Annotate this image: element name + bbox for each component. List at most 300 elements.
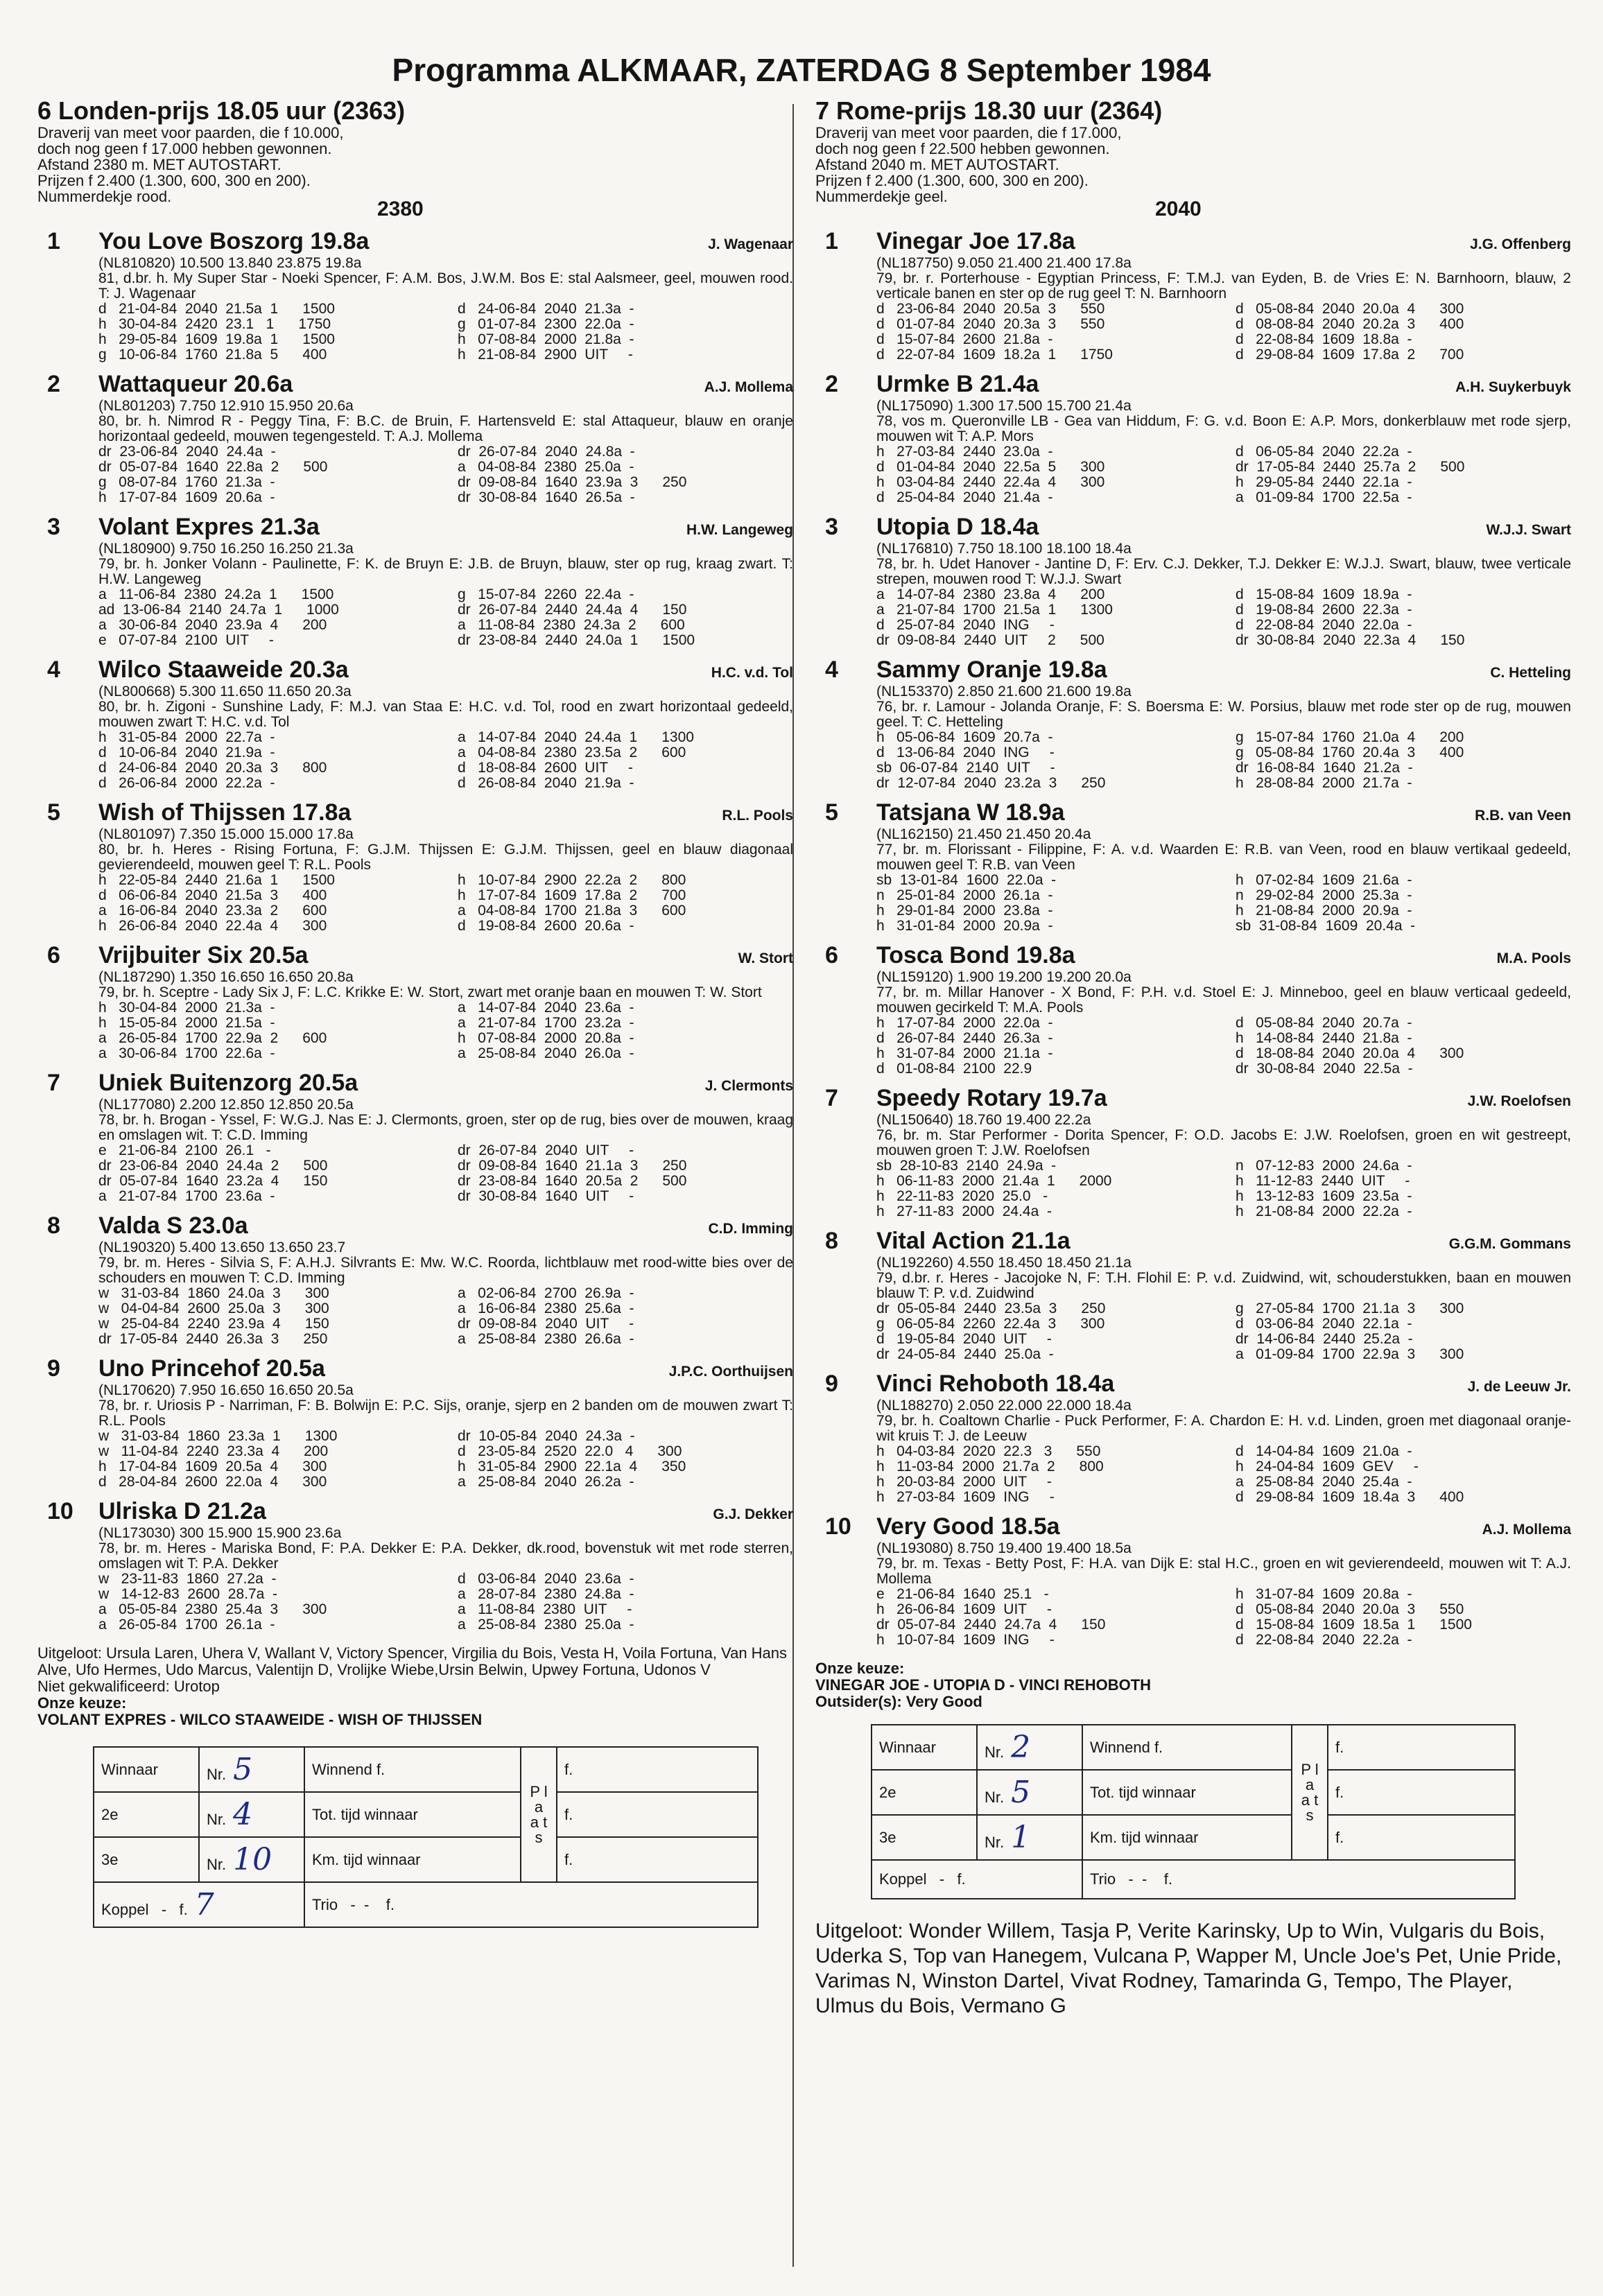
horse-name: Wilco Staaweide 20.3a	[98, 656, 349, 683]
recent-starts	[876, 1444, 1571, 1505]
horse-number: 7	[825, 1085, 838, 1111]
uitgeloot-text: Uitgeloot: Ursula Laren, Uhera V, Wallant V, Victory Spencer, Virgilia du Bois, Vesta H, Voila Fortuna, Van Hans Alve, Ufo Hermes, Udo Marcus, Valentijn D, Vrolijke Wiebe,Ursin Belwin, Upwey Fortuna, Udonos V	[37, 1644, 788, 1678]
start-record: h 17-04-84 1609 20.5a 4 300	[98, 1459, 327, 1475]
horse-info: 76, br. m. Star Performer - Dorita Spencer, F: O.D. Jacobs E: J.W. Roelofsen, groen en wit gestreept, mouwen groen T: J.W. Roelofsen	[876, 1127, 1571, 1158]
keuze-picks: VOLANT EXPRES - WILCO STAAWEIDE - WISH OF THIJSSEN	[37, 1711, 483, 1728]
horse-driver: H.C. v.d. Tol	[711, 665, 793, 681]
race-desc-line: Draverij van meet voor paarden, die f 10.000,	[37, 124, 344, 141]
horse-number: 2	[47, 371, 60, 397]
horse-name: Valda S 23.0a	[98, 1212, 248, 1239]
plaats-label: P l a a t s	[521, 1747, 557, 1882]
start-record: dr 14-06-84 2440 25.2a -	[1236, 1332, 1413, 1347]
horse-stats: (NL801203) 7.750 12.910 15.950 20.6a	[98, 398, 354, 414]
recent-starts	[98, 1143, 793, 1204]
horse-entry	[815, 1225, 1571, 1362]
horse-info: 79, br. r. Porterhouse - Egyptian Princess, F: T.M.J. van Eyden, B. de Vries E: N. Barnhoorn, blauw, 2 verticale banen en ster op de rug geel T: N. Barnhoorn	[876, 270, 1571, 302]
horse-entry	[815, 1368, 1571, 1505]
start-record: d 26-06-84 2000 22.2a -	[98, 776, 275, 791]
tot-tijd-label: Tot. tijd winnaar	[1082, 1770, 1292, 1815]
winnaar-label: Winnaar	[94, 1747, 199, 1792]
start-record: h 22-11-83 2020 25.0 -	[876, 1189, 1048, 1204]
horse-driver: J.W. Roelofsen	[1467, 1093, 1571, 1109]
start-record: d 05-08-84 2040 20.0a 3 550	[1236, 1602, 1464, 1617]
horse-info: 80, br. h. Zigoni - Sunshine Lady, F: M.J. van Staa E: H.C. v.d. Tol, rood en zwart horizontaal gedeeld, mouwen zwart T: H.C. v.d. Tol	[98, 699, 793, 730]
start-record: h 29-05-84 1609 19.8a 1 1500	[98, 332, 335, 347]
start-record: h 17-07-84 1609 20.6a -	[98, 490, 275, 505]
start-record: d 10-06-84 2040 21.9a -	[98, 745, 275, 760]
horse-info: 78, vos m. Queronville LB - Gea van Hiddum, F: G. v.d. Boon E: A.P. Mors, donkerblauw met rode sjerp, mouwen wit T: A.P. Mors	[876, 413, 1571, 444]
recent-starts	[98, 873, 793, 934]
start-record: h 27-03-84 1609 ING -	[876, 1490, 1055, 1505]
start-record: d 01-04-84 2040 22.5a 5 300	[876, 460, 1105, 475]
horse-driver: H.W. Langeweg	[686, 522, 793, 538]
f-field[interactable]: f.	[957, 1870, 966, 1888]
horse-name: Ulriska D 21.2a	[98, 1498, 266, 1524]
start-record: dr 09-08-84 1640 21.1a 3 250	[458, 1158, 687, 1174]
start-record: d 18-08-84 2040 20.0a 4 300	[1236, 1046, 1464, 1061]
recent-starts	[98, 1000, 793, 1061]
horse-info: 78, br. r. Uriosis P - Narriman, F: B. Bolwijn E: P.C. Sijs, oranje, sjerp en 2 banden om de mouwen zwart T: R.L. Pools	[98, 1398, 793, 1429]
horse-driver: M.A. Pools	[1496, 950, 1571, 966]
f-field[interactable]: f.	[557, 1792, 758, 1837]
handwritten-nr[interactable]: 1	[1011, 1820, 1031, 1855]
horse-driver: W. Stort	[738, 950, 793, 966]
horse-header	[37, 1495, 793, 1526]
winnend-label: Winnend f.	[1082, 1725, 1292, 1770]
horse-header	[37, 1067, 793, 1097]
horse-info: 79, br. h. Jonker Volann - Paulinette, F: K. de Bruyn E: J.B. de Bruyn, blauw, ster op rug, kraag zwart. T: H.W. Langeweg	[98, 556, 793, 587]
horse-header	[815, 1225, 1571, 1255]
start-record: g 05-08-84 1760 20.4a 3 400	[1236, 745, 1464, 760]
start-record: h 30-04-84 2000 21.3a -	[98, 1000, 275, 1016]
start-record: a 14-07-84 2040 24.4a 1 1300	[458, 730, 694, 745]
horse-header	[37, 797, 793, 827]
start-record: h 10-07-84 2900 22.2a 2 800	[458, 873, 686, 888]
start-record: w 31-03-84 1860 23.3a 1 1300	[98, 1429, 338, 1444]
horse-info: 77, br. m. Florissant - Filippine, F: A. v.d. Waarden E: R.B. van Veen, rood en blauw vertikaal gedeeld, mouwen geel T: R.B. van Veen	[876, 842, 1571, 873]
start-record: d 24-06-84 2040 21.3a -	[458, 302, 634, 317]
horse-entry	[815, 939, 1571, 1077]
handwritten-nr[interactable]: 5	[1011, 1775, 1031, 1810]
start-record: a 14-07-84 2040 23.6a -	[458, 1000, 634, 1016]
start-record: h 14-08-84 2440 21.8a -	[1236, 1031, 1412, 1046]
start-record: d 19-05-84 2040 UIT -	[876, 1332, 1052, 1347]
start-record: d 22-08-84 2040 22.0a -	[1236, 618, 1412, 633]
horse-info: 79, br. h. Coaltown Charlie - Puck Performer, F: A. Chardon E: H. v.d. Linden, groen met diagonaal oranje-wit kruis T: J. de Leeuw	[876, 1413, 1571, 1444]
race-desc-line: doch nog geen f 22.500 hebben gewonnen.	[815, 140, 1110, 157]
result-form	[93, 1746, 759, 1928]
recent-starts	[876, 587, 1571, 648]
f-field[interactable]: f.	[557, 1747, 758, 1792]
start-record: dr 09-08-84 2440 UIT 2 500	[876, 633, 1104, 648]
start-record: g 27-05-84 1700 21.1a 3 300	[1236, 1301, 1464, 1316]
start-record: dr 30-08-84 1640 26.5a -	[458, 490, 635, 505]
dash: -	[350, 1895, 356, 1913]
horse-stats: (NL187290) 1.350 16.650 16.650 20.8a	[98, 969, 354, 985]
f-field[interactable]: f.	[557, 1837, 758, 1882]
result-form	[871, 1724, 1516, 1899]
horse-entry	[37, 939, 793, 1061]
start-record: dr 26-07-84 2040 24.8a -	[458, 444, 635, 460]
horse-info: 78, br. h. Brogan - Yssel, F: W.G.J. Nas E: J. Clermonts, groen, ster op de rug, bies over de mouwen, kraag en omslagen wit. T: C.D. Imming	[98, 1112, 793, 1143]
koppel-label: Koppel	[101, 1901, 149, 1918]
horse-name: Sammy Oranje 19.8a	[876, 656, 1107, 683]
start-record: dr 17-05-84 2440 26.3a 3 250	[98, 1332, 328, 1347]
horse-stats: (NL162150) 21.450 21.450 20.4a	[876, 826, 1091, 842]
recent-starts	[98, 1572, 793, 1633]
km-tijd-label: Km. tijd winnaar	[304, 1837, 521, 1882]
horse-stats: (NL176810) 7.750 18.100 18.100 18.4a	[876, 541, 1132, 557]
recent-starts	[876, 730, 1571, 791]
race-desc-line: Afstand 2040 m. MET AUTOSTART.	[815, 156, 1059, 173]
horse-driver: C.D. Imming	[708, 1221, 793, 1237]
race-desc-line: Prijzen f 2.400 (1.300, 600, 300 en 200).	[815, 172, 1089, 189]
start-record: h 11-03-84 2000 21.7a 2 800	[876, 1459, 1104, 1475]
horse-header	[815, 1082, 1571, 1113]
start-record: sb 28-10-83 2140 24.9a -	[876, 1158, 1057, 1174]
recent-starts	[876, 1158, 1571, 1219]
horse-stats: (NL192260) 4.550 18.450 18.450 21.1a	[876, 1255, 1132, 1271]
uitgeloot-text: Uitgeloot: Wonder Willem, Tasja P, Verite Karinsky, Up to Win, Vulgaris du Bois, Uderka S, Top van Hanegem, Vulcana P, Wapper M, Uncle Joe's Pet, Unie Pride, Varimas N, Winston Dartel, Vivat Rodney, Tamarinda G, Tempo, The Player, Ulmus du Bois, Vermano G	[815, 1920, 1562, 2017]
start-record: a 05-05-84 2380 25.4a 3 300	[98, 1602, 327, 1617]
start-record: dr 05-07-84 2440 24.7a 4 150	[876, 1617, 1106, 1633]
page-title: Programma ALKMAAR, ZATERDAG 8 September 1984	[392, 52, 1211, 88]
start-record: dr 09-08-84 1640 23.9a 3 250	[458, 475, 687, 490]
race-distance: 2380	[377, 198, 424, 220]
start-record: g 08-07-84 1760 21.3a -	[98, 475, 275, 490]
handwritten-nr[interactable]: 2	[1011, 1730, 1031, 1765]
start-record: h 26-06-84 2040 22.4a 4 300	[98, 919, 327, 934]
horse-header	[815, 797, 1571, 827]
start-record: a 21-07-84 1700 23.2a -	[458, 1016, 634, 1031]
start-record: dr 30-08-84 1640 UIT -	[458, 1189, 634, 1204]
horse-name: Volant Expres 21.3a	[98, 514, 320, 540]
start-record: w 23-11-83 1860 27.2a -	[98, 1572, 277, 1587]
start-record: a 30-06-84 2040 23.9a 4 200	[98, 618, 327, 633]
horse-driver: R.L. Pools	[722, 808, 793, 824]
start-record: h 28-08-84 2000 21.7a -	[1236, 776, 1412, 791]
dash: -	[1141, 1870, 1147, 1888]
tot-tijd-label: Tot. tijd winnaar	[304, 1792, 521, 1837]
horse-entry	[37, 1210, 793, 1347]
horse-entry	[37, 511, 793, 648]
race-description	[37, 125, 793, 205]
recent-starts	[876, 1587, 1571, 1648]
race-desc-line: Prijzen f 2.400 (1.300, 600, 300 en 200).	[37, 172, 311, 189]
start-record: h 07-08-84 2000 20.8a -	[458, 1031, 634, 1046]
horse-name: Very Good 18.5a	[876, 1513, 1060, 1540]
horse-name: Vinci Rehoboth 18.4a	[876, 1371, 1115, 1397]
horse-driver: J. Clermonts	[704, 1078, 793, 1094]
horse-stats: (NL159120) 1.900 19.200 19.200 20.0a	[876, 969, 1132, 985]
horse-stats: (NL150640) 18.760 19.400 22.2a	[876, 1112, 1091, 1128]
recent-starts	[98, 302, 793, 363]
start-record: h 13-12-83 1609 23.5a -	[1236, 1189, 1412, 1204]
start-record: h 21-08-84 2900 UIT -	[458, 347, 633, 363]
start-record: a 04-08-84 2380 23.5a 2 600	[458, 745, 686, 760]
nr-label: Nr.	[985, 1834, 1005, 1851]
horse-number: 6	[825, 942, 838, 968]
start-record: dr 23-08-84 1640 20.5a 2 500	[458, 1174, 687, 1189]
horse-header	[37, 511, 793, 541]
nr-label: Nr.	[207, 1811, 227, 1828]
start-record: h 26-06-84 1609 UIT -	[876, 1602, 1052, 1617]
start-record: e 21-06-84 1640 25.1 -	[876, 1587, 1049, 1602]
race-title: 6 Londen-prijs 18.05 uur (2363)	[37, 96, 406, 125]
start-record: dr 05-07-84 1640 22.8a 2 500	[98, 460, 328, 475]
horse-number: 8	[47, 1212, 60, 1239]
horse-driver: J. de Leeuw Jr.	[1467, 1379, 1571, 1395]
horse-driver: J.G. Offenberg	[1470, 236, 1571, 252]
start-record: dr 26-07-84 2040 UIT -	[458, 1143, 634, 1158]
horse-stats: (NL193080) 8.750 19.400 19.400 18.5a	[876, 1540, 1132, 1556]
start-record: h 31-07-84 1609 20.8a -	[1236, 1587, 1412, 1602]
horse-stats: (NL801097) 7.350 15.000 15.000 17.8a	[98, 826, 354, 842]
horse-name: Uniek Buitenzorg 20.5a	[98, 1070, 358, 1096]
nr-label: Nr.	[985, 1789, 1005, 1806]
handwritten-nr[interactable]: 4	[233, 1797, 253, 1832]
start-record: h 24-04-84 1609 GEV -	[1236, 1459, 1419, 1475]
start-record: g 15-07-84 1760 21.0a 4 200	[1236, 730, 1464, 745]
race-desc-line: Draverij van meet voor paarden, die f 17.000,	[815, 124, 1122, 141]
horse-stats: (NL173030) 300 15.900 15.900 23.6a	[98, 1525, 342, 1541]
start-record: h 05-06-84 1609 20.7a -	[876, 730, 1053, 745]
start-record: g 06-05-84 2260 22.4a 3 300	[876, 1316, 1105, 1332]
start-record: h 07-02-84 1609 21.6a -	[1236, 873, 1412, 888]
horse-entry	[815, 1511, 1571, 1648]
race-title: 7 Rome-prijs 18.30 uur (2364)	[815, 96, 1163, 125]
handwritten-nr[interactable]: 5	[233, 1752, 253, 1787]
start-record: a 04-08-84 2380 25.0a -	[458, 460, 634, 475]
start-record: dr 17-05-84 2440 25.7a 2 500	[1236, 460, 1465, 475]
horse-name: You Love Boszorg 19.8a	[98, 228, 370, 254]
horse-info: 80, br. h. Nimrod R - Peggy Tina, F: B.C. de Bruin, F. Hartensveld E: stal Attaqueur, blauw en oranje horizontaal gedeeld, mouwen tegengesteld. T: A.J. Mollema	[98, 413, 793, 444]
race-description	[815, 125, 1571, 205]
horse-number: 9	[825, 1371, 838, 1397]
start-record: h 17-07-84 2000 22.0a -	[876, 1016, 1053, 1031]
horse-number: 8	[825, 1228, 838, 1254]
race-desc-line: Nummerdekje rood.	[37, 188, 172, 205]
horse-name: Vinegar Joe 17.8a	[876, 228, 1075, 254]
start-record: d 05-08-84 2040 20.0a 4 300	[1236, 302, 1464, 317]
start-record: dr 23-08-84 2440 24.0a 1 1500	[458, 633, 695, 648]
start-record: dr 10-05-84 2040 24.3a -	[458, 1429, 635, 1444]
start-record: a 11-06-84 2380 24.2a 1 1500	[98, 587, 334, 602]
horse-driver: A.J. Mollema	[1482, 1522, 1571, 1538]
horse-number: 10	[47, 1498, 73, 1524]
start-record: d 03-06-84 2040 22.1a -	[1236, 1316, 1412, 1332]
horse-name: Vital Action 21.1a	[876, 1228, 1071, 1254]
start-record: a 25-08-84 2040 25.4a -	[1236, 1475, 1412, 1490]
start-record: a 11-08-84 2380 24.3a 2 600	[458, 618, 685, 633]
recent-starts	[98, 1429, 793, 1490]
start-record: a 02-06-84 2700 26.9a -	[458, 1286, 634, 1301]
start-record: a 25-08-84 2040 26.0a -	[458, 1046, 634, 1061]
recent-starts	[876, 444, 1571, 505]
horse-header	[37, 225, 793, 256]
start-record: d 24-06-84 2040 20.3a 3 800	[98, 760, 327, 776]
start-record: e 07-07-84 2100 UIT -	[98, 633, 274, 648]
start-record: d 15-08-84 1609 18.9a -	[1236, 587, 1412, 602]
horse-driver: A.J. Mollema	[704, 379, 793, 395]
koppel-label: Koppel	[879, 1870, 927, 1888]
f-field[interactable]: f.	[385, 1895, 395, 1913]
horse-stats: (NL180900) 9.750 16.250 16.250 21.3a	[98, 541, 354, 557]
horse-driver: A.H. Suykerbuyk	[1455, 379, 1571, 395]
horse-driver: G.J. Dekker	[713, 1506, 793, 1522]
trio-label: Trio	[1090, 1870, 1116, 1888]
dash: -	[363, 1895, 370, 1913]
horse-driver: J.P.C. Oorthuijsen	[668, 1364, 793, 1380]
horse-number: 5	[825, 799, 838, 826]
horse-info: 76, br. r. Lamour - Jolanda Oranje, F: S. Boersma E: W. Porsius, blauw met rode ster op de rug, mouwen geel. T: C. Hetteling	[876, 699, 1571, 730]
start-record: h 11-12-83 2440 UIT -	[1236, 1174, 1410, 1189]
handwritten-nr[interactable]: 10	[233, 1842, 272, 1877]
horse-header	[37, 1353, 793, 1383]
start-record: h 27-11-83 2000 24.4a -	[876, 1204, 1052, 1219]
horse-info: 79, d.br. r. Heres - Jacojoke N, F: T.H. Flohil E: P. v.d. Zuidwind, wit, schouderstukken, baan en mouwen blauw T: P. v.d. Zuidwind	[876, 1270, 1571, 1301]
start-record: a 14-07-84 2380 23.8a 4 200	[876, 587, 1105, 602]
horse-driver: G.G.M. Gommans	[1448, 1236, 1571, 1252]
race-6-column	[37, 97, 793, 1928]
start-record: w 14-12-83 2600 28.7a -	[98, 1587, 277, 1602]
horse-driver: R.B. van Veen	[1475, 808, 1571, 824]
horse-stats: (NL177080) 2.200 12.850 12.850 20.5a	[98, 1097, 354, 1113]
horse-stats: (NL800668) 5.300 11.650 11.650 20.3a	[98, 684, 352, 699]
horse-driver: W.J.J. Swart	[1486, 522, 1571, 538]
horse-entry	[815, 511, 1571, 648]
f-field[interactable]: f.	[1163, 1870, 1172, 1888]
horse-name: Urmke B 21.4a	[876, 371, 1039, 397]
start-record: h 31-05-84 2900 22.1a 4 350	[458, 1459, 686, 1475]
race-desc-line: doch nog geen f 17.000 hebben gewonnen.	[37, 140, 332, 157]
horse-name: Speedy Rotary 19.7a	[876, 1085, 1107, 1111]
horse-header	[815, 654, 1571, 684]
recent-starts	[876, 1301, 1571, 1362]
horse-header	[815, 1368, 1571, 1398]
start-record: a 28-07-84 2380 24.8a -	[458, 1587, 634, 1602]
start-record: d 14-04-84 1609 21.0a -	[1236, 1444, 1412, 1459]
tweede-label: 2e	[872, 1770, 977, 1815]
start-record: d 23-06-84 2040 20.5a 3 550	[876, 302, 1105, 317]
recent-starts	[876, 873, 1571, 934]
horse-header	[37, 368, 793, 399]
horse-name: Uno Princehof 20.5a	[98, 1355, 325, 1382]
horse-info: 80, br. h. Heres - Rising Fortuna, F: G.J.M. Thijssen E: G.J.M. Thijssen, geel en blauw diagonaal gevierendeeld, mouwen geel T: R.L. Pools	[98, 842, 793, 873]
winnaar-label: Winnaar	[872, 1725, 977, 1770]
horse-entry	[37, 225, 793, 363]
start-record: h 29-01-84 2000 23.8a -	[876, 903, 1053, 919]
horse-header	[37, 654, 793, 684]
start-record: a 25-08-84 2380 26.6a -	[458, 1332, 634, 1347]
start-record: d 08-08-84 2040 20.2a 3 400	[1236, 317, 1464, 332]
horse-list	[37, 225, 793, 1633]
horse-header	[815, 225, 1571, 256]
start-record: dr 30-08-84 2040 22.3a 4 150	[1236, 633, 1465, 648]
horse-header	[37, 1210, 793, 1240]
start-record: d 22-08-84 2040 22.2a -	[1236, 1633, 1412, 1648]
horse-number: 4	[825, 656, 838, 683]
horse-name: Vrijbuiter Six 20.5a	[98, 942, 309, 968]
nr-label: Nr.	[207, 1766, 227, 1783]
horse-number: 4	[47, 656, 60, 683]
start-record: h 07-08-84 2000 21.8a -	[458, 332, 634, 347]
horse-stats: (NL190320) 5.400 13.650 13.650 23.7	[98, 1240, 346, 1255]
horse-info: 81, d.br. h. My Super Star - Noeki Spencer, F: A.M. Bos, J.W.M. Bos E: stal Aalsmeer, geel, mouwen rood. T: J. Wagenaar	[98, 270, 793, 302]
handwritten-koppel[interactable]: 7	[194, 1887, 214, 1922]
f-field[interactable]: f.	[1328, 1770, 1515, 1815]
horse-number: 6	[47, 942, 60, 968]
start-record: h 30-04-84 2420 23.1 1 1750	[98, 317, 331, 332]
horse-header	[815, 368, 1571, 399]
start-record: dr 05-07-84 1640 23.2a 4 150	[98, 1174, 328, 1189]
start-record: a 26-05-84 1700 22.9a 2 600	[98, 1031, 327, 1046]
start-record: a 21-07-84 1700 23.6a -	[98, 1189, 275, 1204]
start-record: g 15-07-84 2260 22.4a -	[458, 587, 634, 602]
start-record: d 03-06-84 2040 23.6a -	[458, 1572, 634, 1587]
start-record: dr 23-06-84 2040 24.4a -	[98, 444, 276, 460]
horse-header	[815, 1511, 1571, 1541]
horse-entry	[815, 225, 1571, 363]
horse-info: 77, br. m. Millar Hanover - X Bond, F: P.H. v.d. Stoel E: J. Minneboo, geel en blauw verticaal gedeeld, mouwen gecirkeld T: M.A. Pools	[876, 984, 1571, 1016]
tweede-label: 2e	[94, 1792, 199, 1837]
keuze-title: Onze keuze:	[37, 1694, 127, 1712]
horse-info: 78, br. h. Udet Hanover - Jantine D, F: Erv. C.J. Dekker, T.J. Dekker E: W.J.J. Swart, blauw, twee verticale strepen, mouwen rood T: W.J.J. Swart	[876, 556, 1571, 587]
start-record: e 21-06-84 2100 26.1 -	[98, 1143, 271, 1158]
horse-stats: (NL170620) 7.950 16.650 16.650 20.5a	[98, 1382, 354, 1398]
horse-info: 79, br. m. Heres - Silvia S, F: A.H.J. Silvrants E: Mw. W.C. Roorda, lichtblauw met rood-witte bies over de schouders en mouwen T: C.D. Imming	[98, 1255, 793, 1286]
dash: -	[1128, 1870, 1134, 1888]
start-record: d 28-04-84 2600 22.0a 4 300	[98, 1475, 327, 1490]
start-record: a 01-09-84 1700 22.9a 3 300	[1236, 1347, 1464, 1362]
start-record: d 22-07-84 1609 18.2a 1 1750	[876, 347, 1113, 363]
derde-label: 3e	[94, 1837, 199, 1882]
niet-gekwalificeerd: Niet gekwalificeerd: Urotop	[37, 1678, 220, 1695]
start-record: h 27-03-84 2440 23.0a -	[876, 444, 1053, 460]
start-record: h 10-07-84 1609 ING -	[876, 1633, 1055, 1648]
start-record: dr 12-07-84 2040 23.2a 3 250	[876, 776, 1106, 791]
start-record: sb 06-07-84 2140 UIT -	[876, 760, 1055, 776]
f-field[interactable]: f.	[1328, 1815, 1515, 1860]
horse-number: 2	[825, 371, 838, 397]
start-record: dr 26-07-84 2440 24.4a 4 150	[458, 602, 687, 618]
start-record: n 29-02-84 2000 25.3a -	[1236, 888, 1412, 903]
horse-entry	[37, 797, 793, 934]
start-record: n 25-01-84 2000 26.1a -	[876, 888, 1053, 903]
horse-header	[815, 939, 1571, 970]
horse-name: Tosca Bond 19.8a	[876, 942, 1075, 968]
horse-stats: (NL188270) 2.050 22.000 22.000 18.4a	[876, 1398, 1132, 1414]
start-record: a 16-06-84 2040 23.3a 2 600	[98, 903, 327, 919]
start-record: d 01-07-84 2040 20.3a 3 550	[876, 317, 1105, 332]
start-record: dr 09-08-84 2040 UIT -	[458, 1316, 634, 1332]
start-record: g 10-06-84 1760 21.8a 5 400	[98, 347, 327, 363]
horse-entry	[37, 1353, 793, 1490]
outsider-text: Outsider(s): Very Good	[815, 1693, 982, 1710]
start-record: d 29-08-84 1609 17.8a 2 700	[1236, 347, 1464, 363]
nr-label: Nr.	[985, 1743, 1005, 1761]
start-record: d 25-07-84 2040 ING -	[876, 618, 1055, 633]
horse-stats: (NL175090) 1.300 17.500 15.700 21.4a	[876, 398, 1132, 414]
start-record: h 21-08-84 2000 22.2a -	[1236, 1204, 1412, 1219]
start-record: w 31-03-84 1860 24.0a 3 300	[98, 1286, 329, 1301]
horse-entry	[37, 368, 793, 505]
start-record: w 04-04-84 2600 25.0a 3 300	[98, 1301, 329, 1316]
f-field[interactable]: f.	[179, 1901, 188, 1918]
horse-number: 1	[825, 228, 838, 254]
f-field[interactable]: f.	[1328, 1725, 1515, 1770]
start-record: h 31-01-84 2000 20.9a -	[876, 919, 1053, 934]
